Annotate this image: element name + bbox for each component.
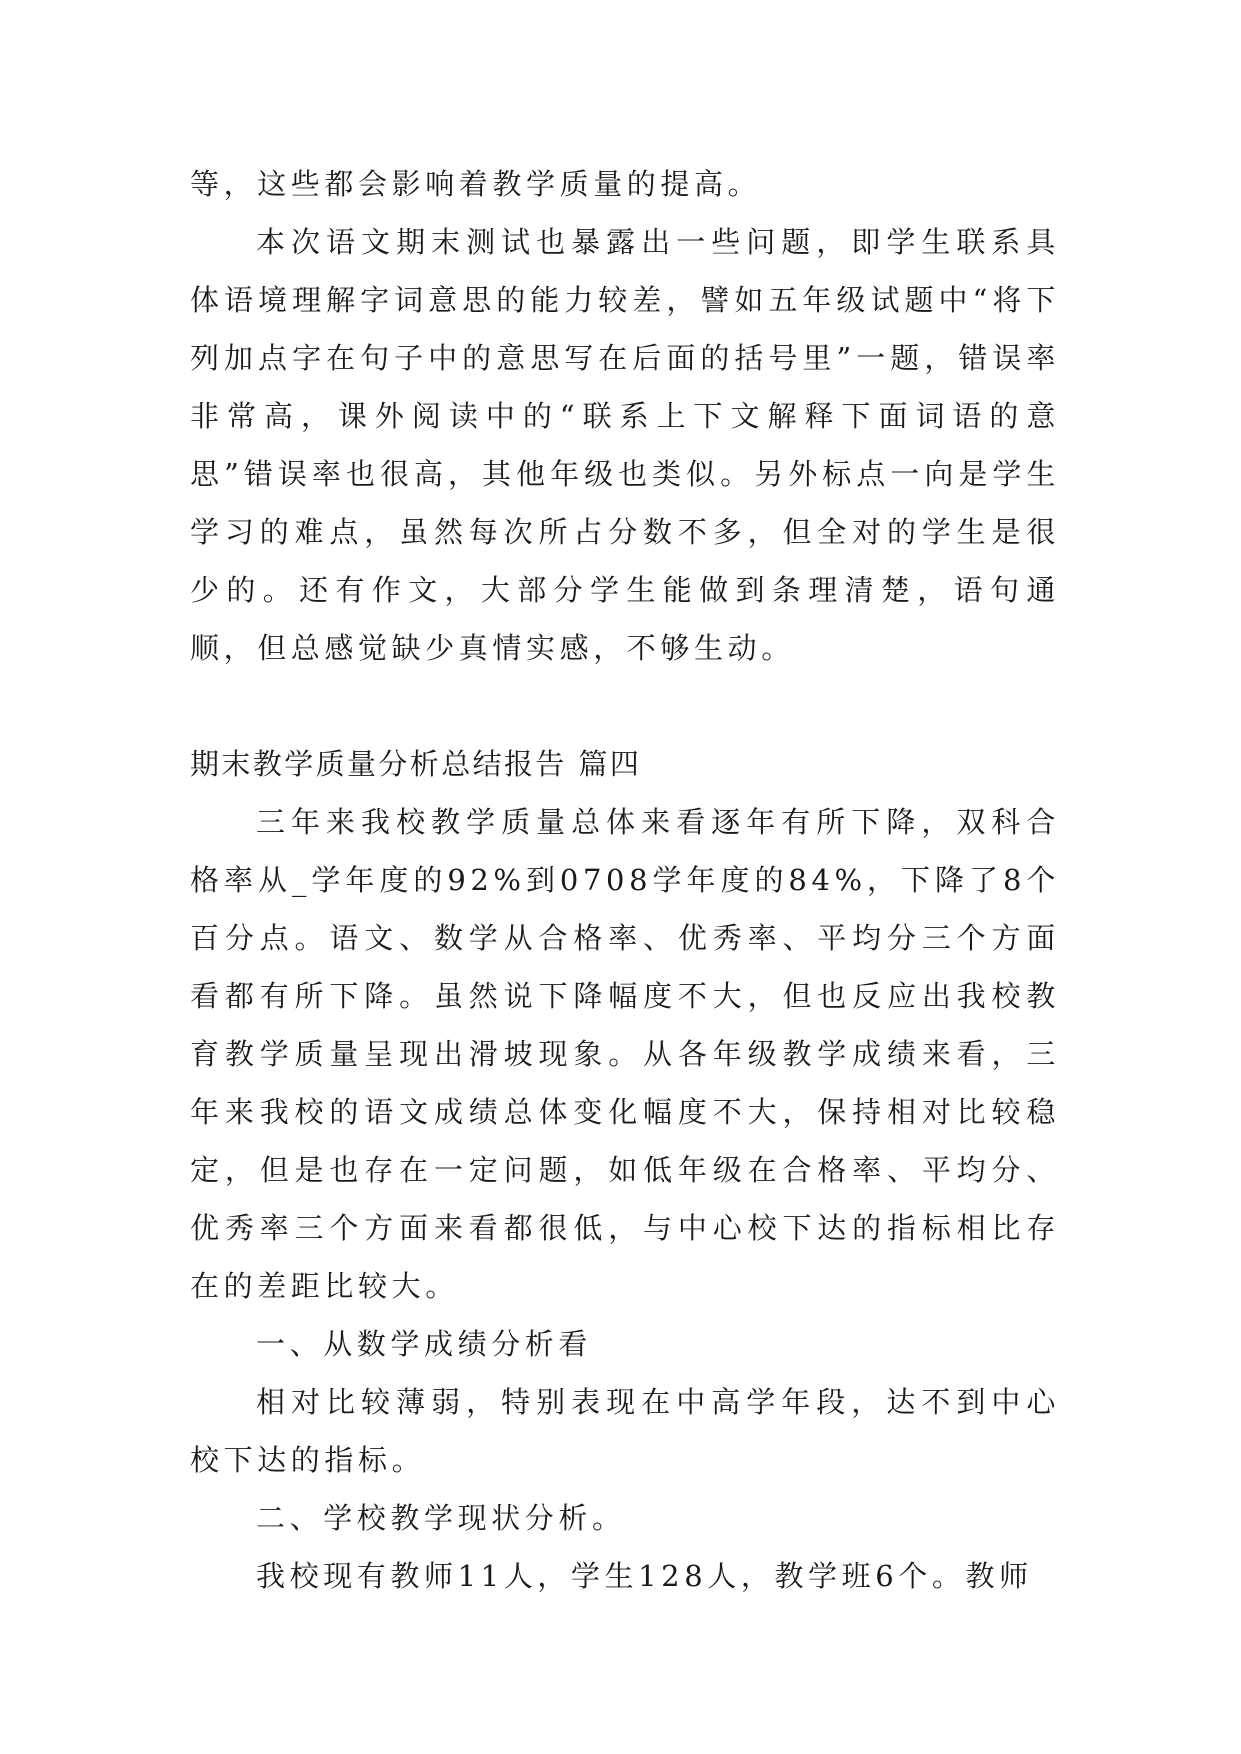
section-heading: 期末教学质量分析总结报告 篇四 <box>190 747 642 781</box>
paragraph-continuation: 等，这些都会影响着教学质量的提高。 <box>190 167 762 201</box>
paragraph-status: 我校现有教师11人，学生128人，教学班6个。教师 <box>256 1559 1033 1593</box>
subheading-school-status: 二、学校教学现状分析。 <box>256 1501 626 1535</box>
section-gap <box>190 677 1060 735</box>
paragraph-overview: 三年来我校教学质量总体来看逐年有所下降，双科合格率从_学年度的92%到0708学年度的84%，下降了8个百分点。语文、数学从合格率、优秀率、平均分三个方面看都有所下降。虽然说下降幅度不大，但也反应出我校教育教学质量呈现出滑坡现象。从各年级教学成绩来看，三年来我校的语文成绩总体变化幅度不大，保持相对比较稳定，但是也存在一定问题，如低年级在合格率、平均分、优秀率三个方面来看都很低，与中心校下达的指标相比存在的差距比较大。 <box>190 805 1060 1303</box>
subheading-math-analysis: 一、从数学成绩分析看 <box>256 1327 593 1361</box>
paragraph-problems: 本次语文期末测试也暴露出一些问题，即学生联系具体语境理解字词意思的能力较差，譬如五年级试题中“将下列加点字在句子中的意思写在后面的括号里”一题，错误率非常高，课外阅读中的“联系上下文解释下面词语的意思”错误率也很高，其他年级也类似。另外标点一向是学生学习的难点，虽然每次所占分数不多，但全对的学生是很少的。还有作文，大部分学生能做到条理清楚，语句通顺，但总感觉缺少真情实感，不够生动。 <box>190 225 1060 665</box>
paragraph-math: 相对比较薄弱，特别表现在中高学年段，达不到中心校下达的指标。 <box>190 1385 1060 1477</box>
document-body <box>190 155 1060 1605</box>
